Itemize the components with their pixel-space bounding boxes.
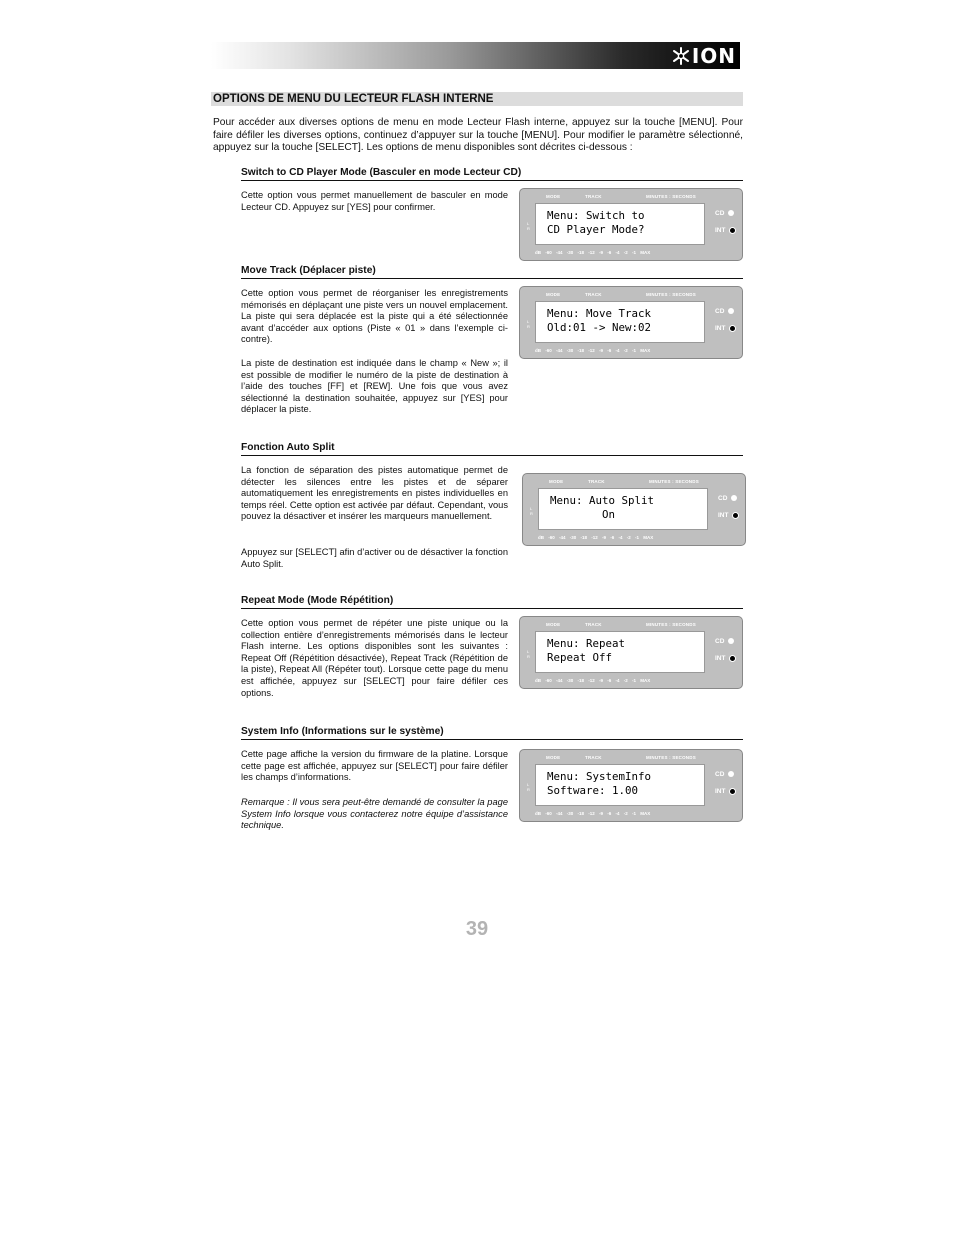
- cd-indicator-label: CD: [715, 210, 725, 217]
- int-indicator-label: INT: [715, 325, 726, 333]
- int-indicator: [715, 655, 736, 662]
- cd-indicator-dot: [728, 308, 734, 314]
- lcd-db-scale: dB -60 -44 -30 -18 -12 -9 -6 -4 -2 -1 MAX: [535, 811, 651, 816]
- int-indicator: [718, 512, 739, 519]
- cd-indicator-dot: [731, 495, 737, 501]
- cd-indicator-label: CD: [715, 771, 725, 778]
- lcd-label-time: MINUTES : SECONDS: [646, 292, 696, 297]
- brand-logo: [672, 45, 736, 66]
- note-paragraph: Remarque : Il vous sera peut-être demandé de consulter la page System Info lorsque vous contacterez notre équipe d’assistance technique.: [241, 797, 508, 831]
- header-bar: [211, 42, 740, 69]
- lcd-line-1: Menu: Auto Split: [550, 494, 655, 507]
- section-title: OPTIONS DE MENU DU LECTEUR FLASH INTERNE: [211, 92, 743, 106]
- subheading-system-info: System Info (Informations sur le système): [241, 726, 743, 740]
- lcd-label-track: TRACK: [585, 755, 602, 760]
- cd-indicator-label: CD: [715, 308, 725, 315]
- lcd-line-2: On: [550, 508, 616, 521]
- lcd-screen: [538, 488, 708, 530]
- lcd-display: [519, 749, 743, 822]
- lcd-line-2: Software: 1.00: [547, 784, 639, 797]
- paragraph: La piste de destination est indiquée dans le champ « New »; il est possible de modifier le numéro de la piste de destination à l’aide des touches [FF] et [REW]. Une fois que vous avez sélectionné la destination souhaitée, appuyez sur [YES] pour déplacer la piste.: [241, 358, 508, 415]
- lcd-display: [519, 286, 743, 359]
- paragraph: Cette page affiche la version du firmware de la platine. Lorsque cette page est affichée, appuyez sur [SELECT] pour faire défiler les champs d’informations.: [241, 749, 508, 783]
- paragraph: Cette option vous permet de répéter une piste unique ou la collection entière d’enregistrements mémorisés dans le lecteur Flash interne. Les options disponibles sont les suivantes : Repeat Off (Répétition désactivée), Repeat Track (Répétition de la piste), Repeat All (Répéter tout). Lorsque cette page du menu est affichée, appuyez sur [SELECT] pour faire défiler ces options.: [241, 618, 508, 698]
- subheading-move-track: Move Track (Déplacer piste): [241, 265, 743, 279]
- cd-indicator: [715, 638, 734, 645]
- lcd-display: [519, 616, 743, 689]
- lcd-label-track: TRACK: [588, 479, 605, 484]
- lcd-screen: [535, 301, 705, 343]
- int-indicator: [715, 788, 736, 795]
- lcd-screen: [535, 631, 705, 673]
- lcd-label-track: TRACK: [585, 622, 602, 627]
- lcd-line-2: Old:01 -> New:02: [547, 321, 652, 334]
- lcd-channel-label: L R: [527, 782, 530, 792]
- page-number: 39: [465, 918, 489, 940]
- subheading-switch-cd: Switch to CD Player Mode (Basculer en mode Lecteur CD): [241, 167, 743, 181]
- lcd-label-track: TRACK: [585, 194, 602, 199]
- cd-indicator: [718, 495, 737, 502]
- intro-paragraph: Pour accéder aux diverses options de menu en mode Lecteur Flash interne, appuyez sur la touche [MENU]. Pour faire défiler les diverses options, continuez d’appuyer sur la touche [MENU]. Pour modifier le paramètre sélectionné, appuyez sur la touche [SELECT]. Les options de menu disponibles sont décrites ci-dessous :: [213, 117, 743, 153]
- lcd-label-time: MINUTES : SECONDS: [646, 622, 696, 627]
- lcd-label-mode: MODE: [549, 479, 564, 484]
- int-indicator-label: INT: [718, 512, 729, 520]
- lcd-channel-label: L R: [530, 506, 533, 516]
- lcd-label-mode: MODE: [546, 194, 561, 199]
- lcd-label-time: MINUTES : SECONDS: [649, 479, 699, 484]
- int-indicator: [715, 325, 736, 332]
- paragraph: Cette option vous permet manuellement de basculer en mode Lecteur CD. Appuyez sur [YES] pour confirmer.: [241, 190, 508, 212]
- lcd-line-2: Repeat Off: [547, 651, 613, 664]
- cd-indicator: [715, 210, 734, 217]
- paragraph: Cette option vous permet de réorganiser les enregistrements mémorisés en déplaçant une piste vers un nouvel emplacement. La piste qui sera déplacée est la piste qui a été sélectionnée avant d’accéder aux options (Piste « 01 » dans l’exemple ci-contre).: [241, 288, 508, 345]
- lcd-channel-label: L R: [527, 221, 530, 231]
- lcd-label-mode: MODE: [546, 755, 561, 760]
- int-indicator: [715, 227, 736, 234]
- int-indicator-dot: [729, 325, 736, 332]
- cd-indicator-label: CD: [715, 638, 725, 645]
- subheading-auto-split: Fonction Auto Split: [241, 442, 743, 456]
- cd-indicator-dot: [728, 638, 734, 644]
- lcd-db-scale: dB -60 -44 -30 -18 -12 -9 -6 -4 -2 -1 MAX: [535, 348, 651, 353]
- lcd-label-time: MINUTES : SECONDS: [646, 194, 696, 199]
- lcd-line-1: Menu: SystemInfo: [547, 770, 652, 783]
- int-indicator-label: INT: [715, 655, 726, 663]
- lcd-screen: [535, 764, 705, 806]
- cd-indicator: [715, 308, 734, 315]
- int-indicator-dot: [729, 655, 736, 662]
- ion-star-logo-icon: [672, 47, 690, 65]
- int-indicator-dot: [729, 227, 736, 234]
- lcd-display: [522, 473, 746, 546]
- lcd-channel-label: L R: [527, 319, 530, 329]
- lcd-line-1: Menu: Switch to: [547, 209, 645, 222]
- int-indicator-dot: [729, 788, 736, 795]
- cd-indicator: [715, 771, 734, 778]
- logo-text: ION: [691, 43, 736, 68]
- lcd-display: [519, 188, 743, 261]
- paragraph: Appuyez sur [SELECT] afin d’activer ou de désactiver la fonction Auto Split.: [241, 547, 508, 569]
- lcd-line-2: CD Player Mode?: [547, 223, 645, 236]
- subheading-repeat-mode: Repeat Mode (Mode Répétition): [241, 595, 743, 609]
- paragraph: La fonction de séparation des pistes automatique permet de détecter les silences entre les pistes et de séparer automatiquement les enregistrements en pistes individuelles en temps réel. Cette option est activée par défaut. Cependant, vous pouvez la désactiver et insérer les marqueurs manuellement.: [241, 465, 508, 522]
- cd-indicator-label: CD: [718, 495, 728, 502]
- lcd-db-scale: dB -60 -44 -30 -18 -12 -9 -6 -4 -2 -1 MAX: [535, 678, 651, 683]
- lcd-db-scale: dB -60 -44 -30 -18 -12 -9 -6 -4 -2 -1 MAX: [538, 535, 654, 540]
- lcd-label-track: TRACK: [585, 292, 602, 297]
- cd-indicator-dot: [728, 771, 734, 777]
- lcd-label-time: MINUTES : SECONDS: [646, 755, 696, 760]
- int-indicator-label: INT: [715, 227, 726, 235]
- int-indicator-dot: [732, 512, 739, 519]
- lcd-line-1: Menu: Move Track: [547, 307, 652, 320]
- int-indicator-label: INT: [715, 788, 726, 796]
- lcd-label-mode: MODE: [546, 622, 561, 627]
- cd-indicator-dot: [728, 210, 734, 216]
- lcd-channel-label: L R: [527, 649, 530, 659]
- lcd-label-mode: MODE: [546, 292, 561, 297]
- lcd-db-scale: dB -60 -44 -30 -18 -12 -9 -6 -4 -2 -1 MAX: [535, 250, 651, 255]
- lcd-line-1: Menu: Repeat: [547, 637, 626, 650]
- lcd-screen: [535, 203, 705, 245]
